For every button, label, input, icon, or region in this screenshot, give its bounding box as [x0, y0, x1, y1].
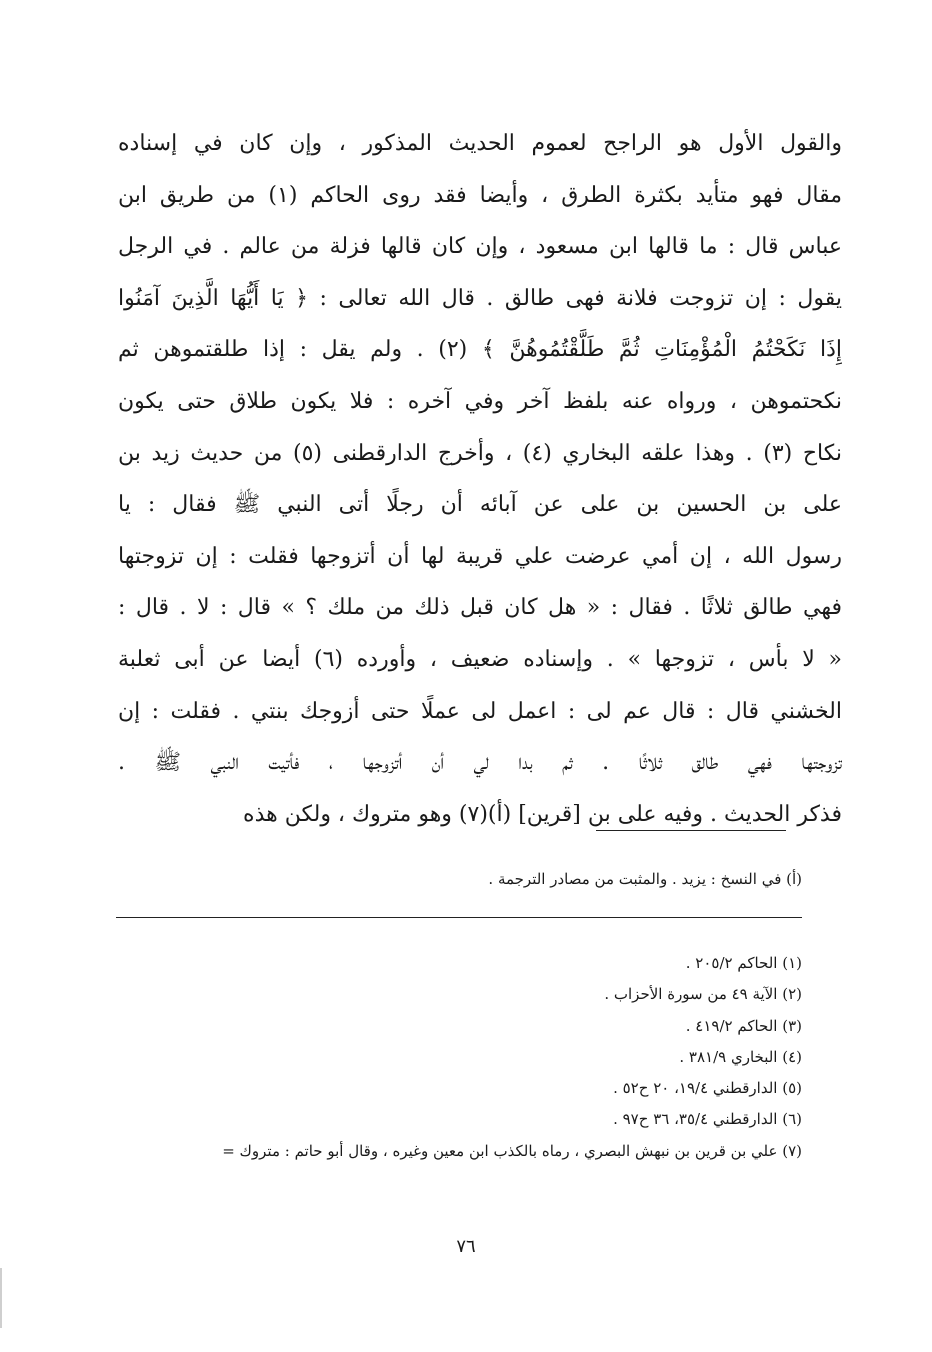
- footnote-item: (٣) الحاكم ٤١٩/٢ .: [685, 1016, 802, 1035]
- text-line: إِذَا نَكَحْتُمُ الْمُؤْمِنَاتِ ثُمَّ طَلَّقْتُمُوهُنَّ ﴾ (٢) . ولم يقل : إذا طلقتموهن ثم: [118, 337, 842, 363]
- text-line: يقول : إن تزوجت فلانة فهى طالق . قال الله تعالى : ﴿ يَا أَيُّهَا الَّذِينَ آمَنُوا: [118, 285, 842, 311]
- text-line: فذكر الحديث . وفيه على بن [قرين] (أ)(٧) وهو متروك ، ولكن هذه: [243, 801, 842, 827]
- text-line: الخشني قال : قال عم لى : اعمل لى عملًا حتى أزوجك بنتي . فقلت : إن: [118, 698, 842, 724]
- variant-note: (أ) في النسخ : يزيد . والمثبت من مصادر الترجمة .: [488, 870, 802, 888]
- text-line: مقال فهو متأيد بكثرة الطرق ، وأيضا فقد روى الحاكم (١) من طريق ابن: [118, 182, 842, 208]
- text-line: تزوجتها فهي طالق ثلاثًا . ثم بدا لي أن أتزوجها ، فأتيت النبي ﷺ .: [118, 750, 842, 776]
- footnote-item: (٧) علي بن قرين بن نبهش البصري ، رماه بالكذب ابن معين وغيره ، وقال أبو حاتم : متروك =: [222, 1141, 802, 1160]
- text-line: نكحتموهن ، ورواه عنه بلفظ آخر وفي آخره : فلا يكون طلاق حتى يكون: [118, 388, 842, 414]
- footnotes: [110, 948, 802, 1167]
- scan-edge-mark: [0, 1268, 2, 1328]
- text-line: والقول الأول هو الراجح لعموم الحديث المذكور ، وإن كان في إسناده: [118, 131, 842, 156]
- text-line: « لا بأس ، تزوجها » . وإسناده ضعيف ، وأورده (٦) أيضا عن أبى ثعلبة: [118, 646, 842, 672]
- footnote-item: (٤) البخاري ٣٨١/٩ .: [679, 1047, 802, 1066]
- text-line: نكاح (٣) . وهذا علقه البخاري (٤) ، وأخرج الدارقطنى (٥) من حديث زيد بن: [118, 440, 842, 466]
- footnote-item: (٢) الآية ٤٩ من سورة الأحزاب .: [604, 985, 802, 1004]
- page-number: ٧٦: [456, 1236, 476, 1257]
- variant-note-divider: [596, 830, 786, 831]
- footnote-item: (٥) الدارقطني ١٩/٤، ٢٠ ح٥٢ .: [613, 1079, 802, 1098]
- main-text-body: [118, 118, 842, 840]
- text-line: على بن الحسين بن على عن آبائه أن رجلًا أتى النبي ﷺ فقال : يا: [118, 492, 842, 518]
- text-line: رسول الله ، إن أمي عرضت علي قريبة لها أن أتزوجها فقلت : إن تزوجتها: [118, 543, 842, 569]
- text-line: فهي طالق ثلاثًا . فقال : « هل كان قبل ذلك من ملك ؟ » قال : لا . قال :: [118, 595, 842, 621]
- footnote-item: (٦) الدارقطني ٣٥/٤، ٣٦ ح٩٧ .: [613, 1110, 802, 1129]
- footnote-item: (١) الحاكم ٢٠٥/٢ .: [685, 954, 802, 972]
- text-line: عباس قال : ما قالها ابن مسعود ، وإن كان قالها فزلة من عالم . في الرجل: [118, 234, 842, 260]
- footnotes-divider: [116, 917, 802, 918]
